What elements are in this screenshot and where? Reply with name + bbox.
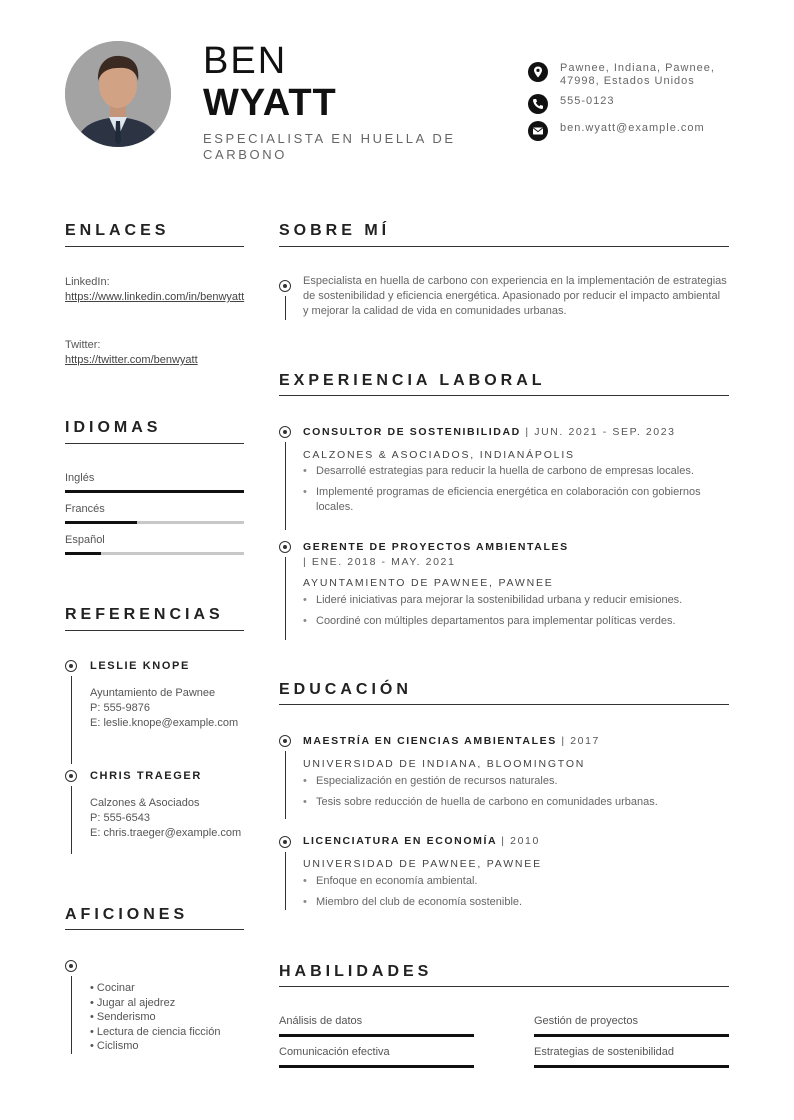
education-heading-line: MAESTRÍA EN CIENCIAS AMBIENTALES | 2017 <box>303 735 600 747</box>
skill-label: Comunicación efectiva <box>279 1046 390 1058</box>
twitter-url[interactable]: https://twitter.com/benwyatt <box>65 354 198 366</box>
timeline-line <box>285 557 286 640</box>
divider <box>279 704 729 705</box>
linkedin-url[interactable]: https://www.linkedin.com/in/benwyatt <box>65 291 245 303</box>
timeline-marker <box>279 541 291 553</box>
bullet-item: • Especialización en gestión de recursos naturales. <box>303 774 728 789</box>
location-pin-icon <box>528 62 548 82</box>
timeline-marker <box>279 426 291 438</box>
job-heading: GERENTE DE PROYECTOS AMBIENTALES | ENE. 2018 - MAY. 2021 <box>303 541 569 568</box>
language-name: Inglés <box>65 472 95 484</box>
timeline-marker <box>279 280 291 292</box>
contact-phone: 555-0123 <box>528 94 728 114</box>
skill-bar <box>534 1034 729 1037</box>
links-heading: ENLACES <box>65 222 170 239</box>
language-level-bar <box>65 552 244 555</box>
about-text: Especialista en huella de carbono con experiencia en la implementación de estrategias de sostenibilidad y eficiencia energética. Apasionado por reducir el impacto ambiental y mejorar la calidad de vida en comunidades urbanas. <box>303 275 727 317</box>
bullet-item: • Lideré iniciativas para mejorar la sostenibilidad urbana y reducir emisiones. <box>303 593 728 608</box>
reference-details: Calzones & Asociados P: 555-6543 E: chris.traeger@example.com <box>90 797 242 839</box>
skill-bar <box>279 1034 474 1037</box>
first-name: BEN <box>203 40 288 82</box>
education-heading-line: LICENCIATURA EN ECONOMÍA | 2010 <box>303 835 540 847</box>
bullet-item: • Miembro del club de economía sostenible. <box>303 895 728 910</box>
reference-name: LESLIE KNOPE <box>90 660 190 672</box>
divider <box>279 246 729 247</box>
divider <box>65 443 244 444</box>
hobby-item: • Lectura de ciencia ficción <box>90 1025 221 1038</box>
timeline-line <box>285 751 286 819</box>
hobby-list <box>90 981 220 1054</box>
last-name: WYATT <box>203 82 337 124</box>
education-institution: UNIVERSIDAD DE PAWNEE, PAWNEE <box>303 858 542 870</box>
job-bullets <box>303 464 728 515</box>
about-heading: SOBRE MÍ <box>279 222 391 239</box>
contact-address: Pawnee, Indiana, Pawnee, 47998, Estados Unidos <box>528 62 728 92</box>
divider <box>65 630 244 631</box>
hobby-item: • Jugar al ajedrez <box>90 996 176 1009</box>
references-heading: REFERENCIAS <box>65 606 224 623</box>
timeline-line <box>285 296 286 320</box>
divider <box>279 395 729 396</box>
education-bullets <box>303 874 728 910</box>
language-name: Español <box>65 534 105 546</box>
bullet-item: • Implementé programas de eficiencia energética en colaboración con gobiernos locales. <box>303 485 728 515</box>
bullet-item: • Tesis sobre reducción de huella de carbono en comunidades urbanas. <box>303 795 728 810</box>
skill-label: Análisis de datos <box>279 1015 363 1027</box>
experience-heading: EXPERIENCIA LABORAL <box>279 372 546 389</box>
hobby-item: • Cocinar <box>90 982 135 994</box>
language-level-bar <box>65 521 244 524</box>
bullet-item: • Desarrollé estrategias para reducir la huella de carbono de empresas locales. <box>303 464 728 479</box>
job-organization: CALZONES & ASOCIADOS, INDIANÁPOLIS <box>303 449 575 461</box>
link-twitter: Twitter: https://twitter.com/benwyatt <box>65 338 245 368</box>
education-institution: UNIVERSIDAD DE INDIANA, BLOOMINGTON <box>303 758 586 770</box>
skill-label: Gestión de proyectos <box>534 1015 638 1027</box>
education-bullets <box>303 774 728 810</box>
education-heading: EDUCACIÓN <box>279 681 412 698</box>
reference-name: CHRIS TRAEGER <box>90 770 202 782</box>
divider <box>65 246 244 247</box>
timeline-marker <box>65 960 77 972</box>
language-name: Francés <box>65 503 105 515</box>
job-bullets <box>303 593 728 629</box>
skill-bar <box>534 1065 729 1068</box>
timeline-line <box>71 786 72 854</box>
divider <box>279 986 729 987</box>
phone-icon <box>528 94 548 114</box>
reference-details: Ayuntamiento de Pawnee P: 555-9876 E: leslie.knope@example.com <box>90 687 239 729</box>
email-icon <box>528 121 548 141</box>
link-linkedin: LinkedIn: https://www.linkedin.com/in/benwyatt <box>65 276 245 303</box>
skills-heading: HABILIDADES <box>279 963 433 980</box>
hobby-item: • Ciclismo <box>90 1040 139 1052</box>
contact-email: ben.wyatt@example.com <box>528 121 728 141</box>
timeline-marker <box>65 770 77 782</box>
timeline-line <box>71 976 72 1054</box>
languages-heading: IDIOMAS <box>65 419 162 436</box>
timeline-marker <box>279 735 291 747</box>
bullet-item: • Coordiné con múltiples departamentos para implementar políticas verdes. <box>303 614 728 629</box>
profile-photo <box>65 41 171 147</box>
skill-label: Estrategias de sostenibilidad <box>534 1046 675 1058</box>
language-level-bar <box>65 490 244 493</box>
bullet-item: • Enfoque en economía ambiental. <box>303 874 728 889</box>
job-organization: AYUNTAMIENTO DE PAWNEE, PAWNEE <box>303 577 554 589</box>
timeline-line <box>285 852 286 910</box>
divider <box>65 929 244 930</box>
timeline-marker <box>279 836 291 848</box>
timeline-line <box>71 676 72 764</box>
hobby-item: • Senderismo <box>90 1011 156 1023</box>
hobbies-heading: AFICIONES <box>65 906 189 923</box>
skill-bar <box>279 1065 474 1068</box>
timeline-line <box>285 442 286 530</box>
job-heading: CONSULTOR DE SOSTENIBILIDAD | JUN. 2021 - SEP. 2023 <box>303 426 676 438</box>
job-title: ESPECIALISTA EN HUELLA DE CARBONO <box>203 131 456 162</box>
timeline-marker <box>65 660 77 672</box>
